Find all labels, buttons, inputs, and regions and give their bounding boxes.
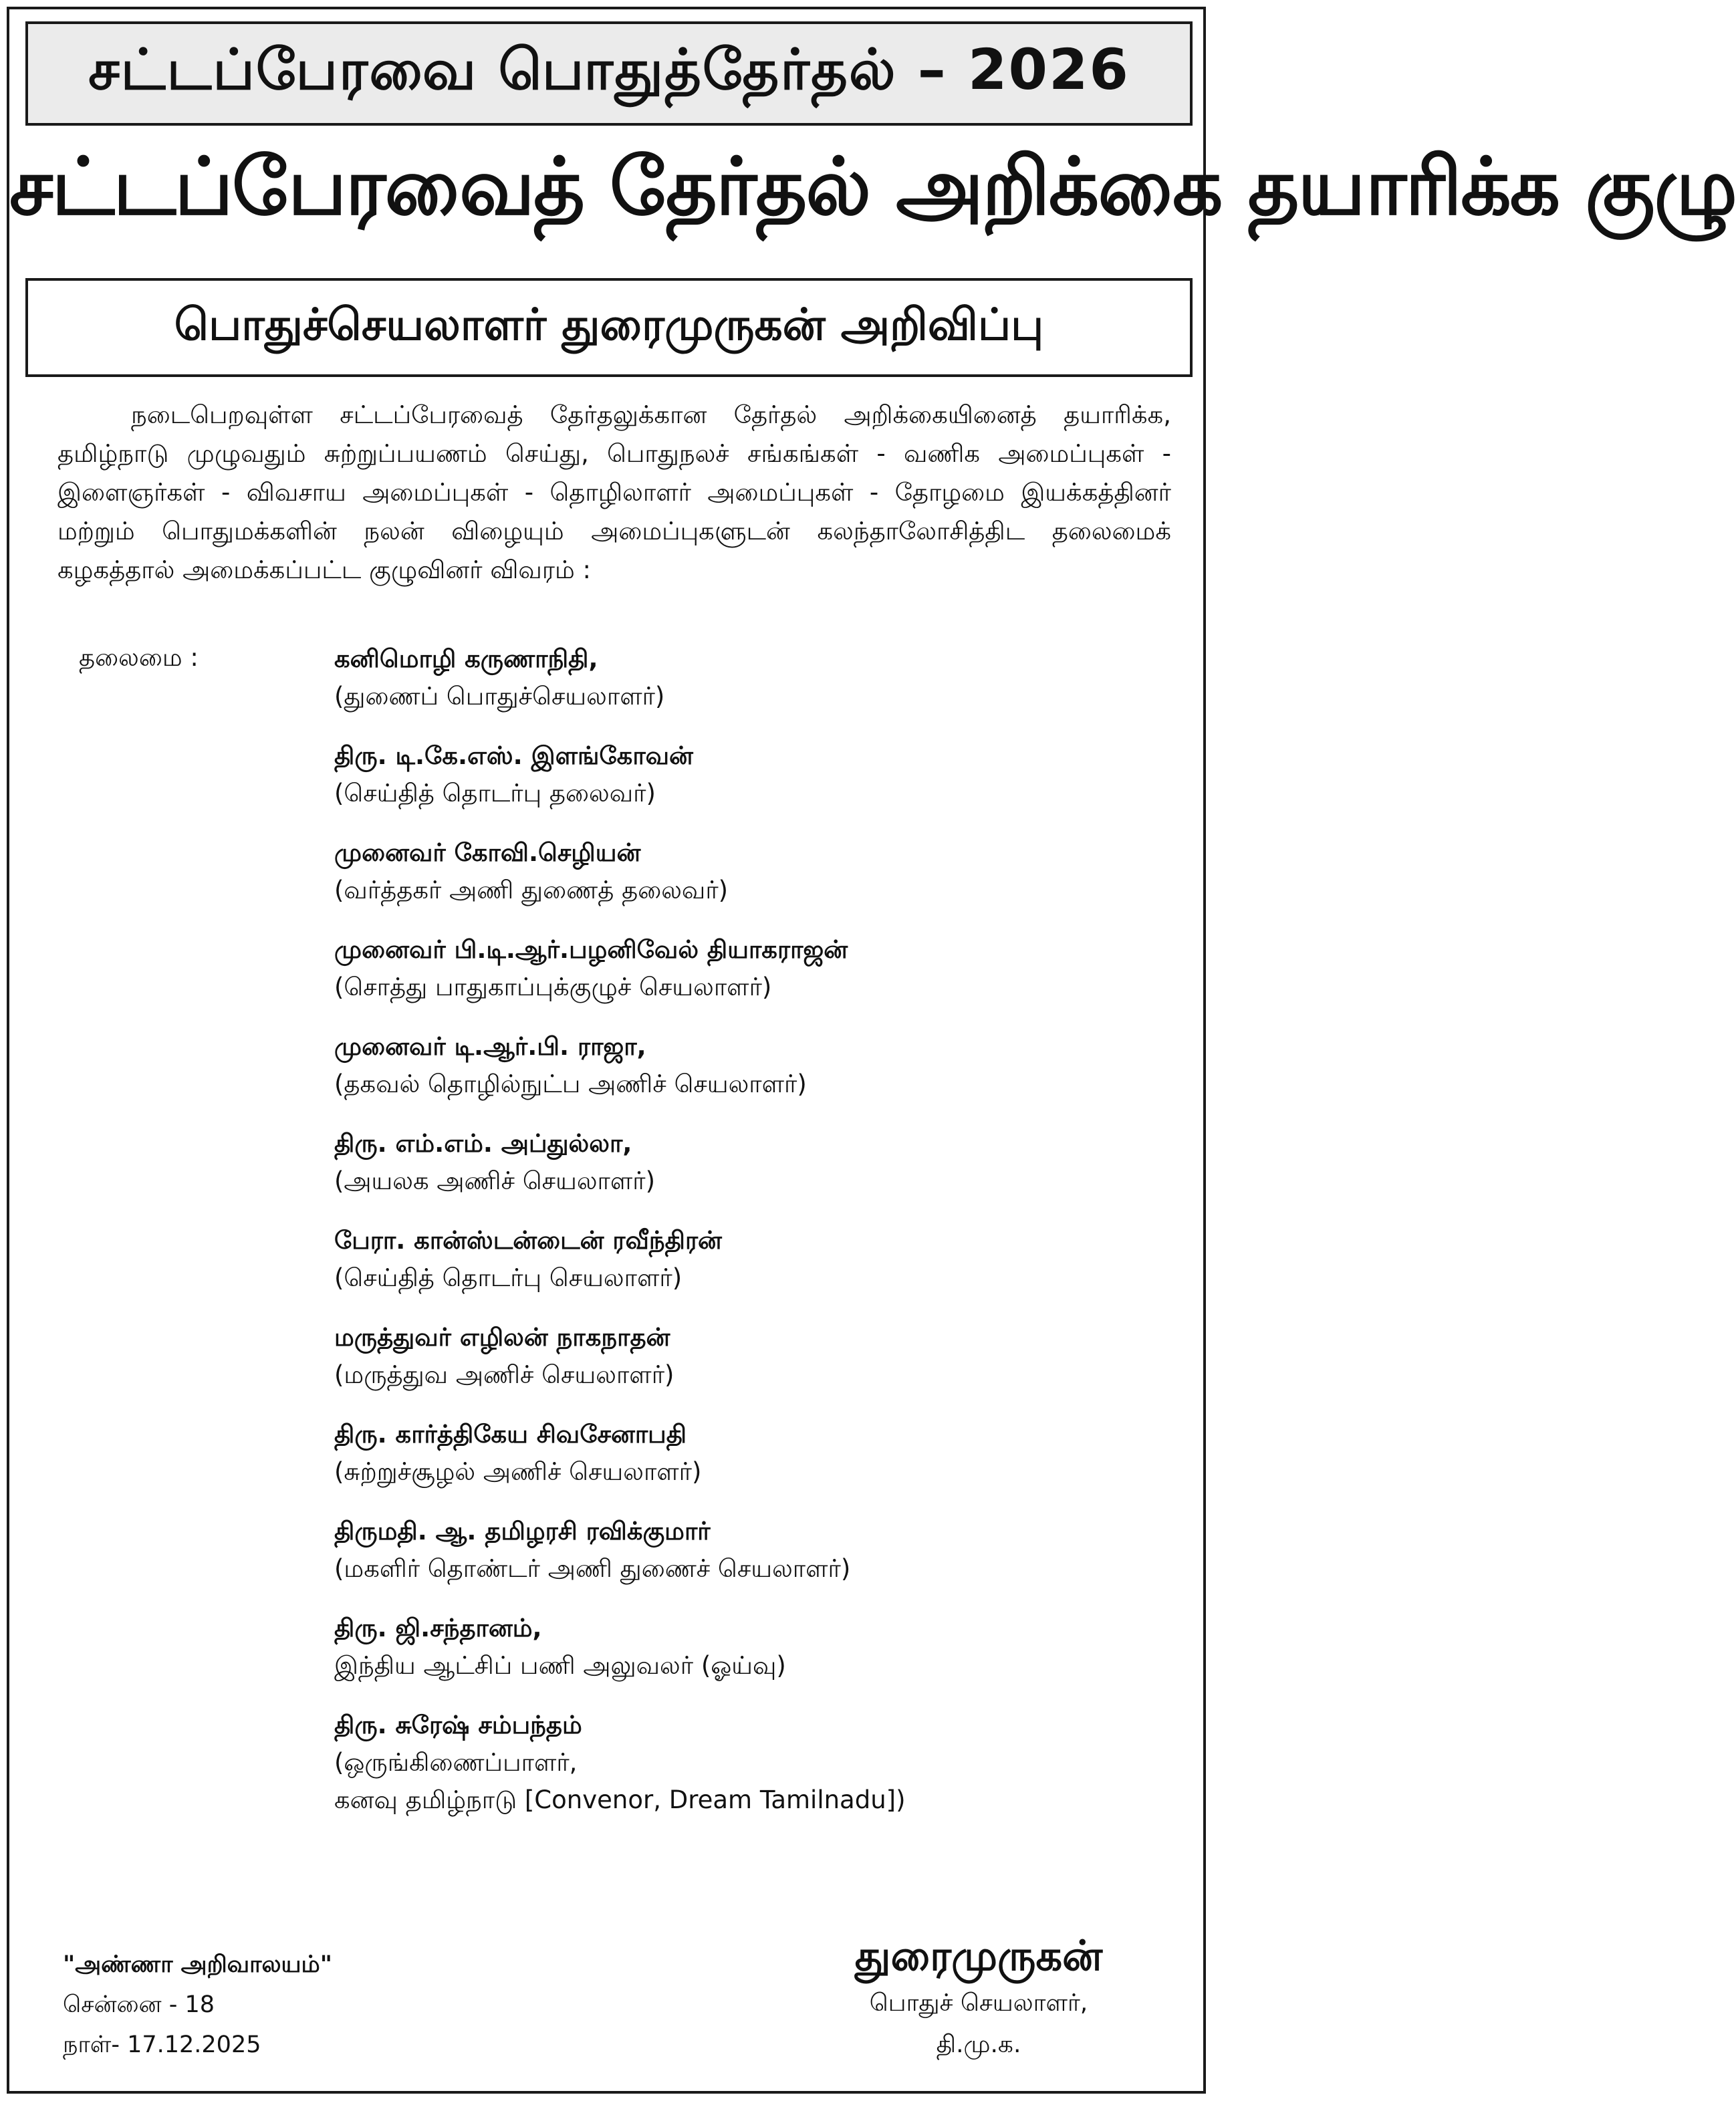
member-role: (தகவல் தொழில்நுட்ப அணிச் செயலாளர்) (334, 1070, 807, 1098)
member-name: திருமதி. ஆ. தமிழரசி ரவிக்குமார் (334, 1517, 711, 1545)
member-name: பேரா. கான்ஸ்டன்டைன் ரவீந்திரன் (334, 1226, 722, 1255)
member-role: (மகளிர் தொண்டர் அணி துணைச் செயலாளர்) (334, 1554, 851, 1583)
member-role: (செய்தித் தொடர்பு தலைவர்) (334, 779, 656, 808)
notice-date: நாள்- 17.12.2025 (63, 2031, 261, 2058)
announcement-title: பொதுச்செயலாளர் துரைமுருகன் அறிவிப்பு (174, 299, 1044, 350)
election-banner (25, 21, 1193, 126)
member-name: திரு. ஜி.சந்தானம், (334, 1614, 542, 1642)
party-name: தி.மு.க. (936, 2031, 1021, 2058)
member-name: முனைவர் பி.டி.ஆர்.பழனிவேல் தியாகராஜன் (334, 935, 848, 964)
member-role: (செய்தித் தொடர்பு செயலாளர்) (334, 1263, 683, 1292)
address-city: சென்னை - 18 (63, 1991, 215, 2018)
member-role: (வர்த்தகர் அணி துணைத் தலைவர்) (334, 876, 729, 904)
member-role: (அயலக அணிச் செயலாளர்) (334, 1166, 656, 1195)
list-item (334, 1416, 1176, 1491)
member-role: (சொத்து பாதுகாப்புக்குழுச் செயலாளர்) (334, 973, 772, 1001)
banner-title: சட்டப்பேரவை பொதுத்தேர்தல் – 2026 (88, 37, 1130, 102)
list-item (334, 1707, 1176, 1819)
signatory-name: துரைமுருகன் (854, 1931, 1103, 1980)
member-name: முனைவர் டி.ஆர்.பி. ராஜா, (334, 1032, 646, 1061)
announcement-box (25, 278, 1193, 377)
list-item (334, 834, 1176, 909)
list-item (334, 931, 1176, 1006)
member-name: முனைவர் கோவி.செழியன் (334, 838, 641, 867)
intro-paragraph: நடைபெறவுள்ள சட்டப்பேரவைத் தேர்தலுக்கான தேர்தல் அறிக்கையினைத் தயாரிக்க, தமிழ்நாடு முழுவதும் சுற்றுப்பயணம் செய்து, பொதுநலச் சங்கங்கள் - வணிக அமைப்புகள் - இளைஞர்கள் - விவசாய அமைப்புகள் - தொழிலாளர் அமைப்புகள் - தோழமை இயக்கத்தினர் மற்றும் பொதுமக்களின் நலன் விழையும் அமைப்புகளுடன் கலந்தாலோசித்திட தலைமைக் கழகத்தால் அமைக்கப்பட்ட குழுவினர் விவரம் : (57, 400, 1171, 584)
list-item (334, 1513, 1176, 1588)
committee-members-list (334, 640, 1176, 1841)
notice-frame (7, 7, 1736, 2094)
list-item (334, 1222, 1176, 1297)
list-item (334, 1125, 1176, 1200)
member-role: (துணைப் பொதுச்செயலாளர்) (334, 682, 665, 711)
member-name: திரு. எம்.எம். அப்துல்லா, (334, 1129, 632, 1158)
page-title: சட்டப்பேரவைத் தேர்தல் அறிக்கை தயாரிக்க குழு (9, 140, 1736, 233)
member-role: (மருத்துவ அணிச் செயலாளர்) (334, 1360, 674, 1389)
member-name: திரு. சுரேஷ் சம்பந்தம் (334, 1711, 582, 1739)
office-address (63, 1945, 332, 2065)
signature-block (812, 1929, 1146, 2066)
member-role: (சுற்றுச்சூழல் அணிச் செயலாளர்) (334, 1457, 702, 1486)
member-name: திரு. டி.கே.எஸ். இளங்கோவன் (334, 741, 693, 770)
list-item (334, 1610, 1176, 1685)
member-role-continued: கனவு தமிழ்நாடு [Convenor, Dream Tamilnadu]) (334, 1785, 906, 1814)
member-role: (ஒருங்கிணைப்பாளர், (334, 1748, 578, 1777)
member-name: திரு. கார்த்திகேய சிவசேனாபதி (334, 1420, 687, 1449)
list-item (334, 1319, 1176, 1394)
member-name: கனிமொழி கருணாநிதி, (334, 644, 598, 673)
list-item (334, 737, 1176, 812)
chair-label: தலைமை : (79, 643, 199, 672)
member-role: இந்திய ஆட்சிப் பணி அலுவலர் (ஓய்வு) (334, 1651, 786, 1680)
signatory-title: பொதுச் செயலாளர், (869, 1989, 1088, 2017)
member-name: மருத்துவர் எழிலன் நாகநாதன் (334, 1323, 670, 1352)
address-name: "அண்ணா அறிவாலயம்" (63, 1951, 332, 1978)
list-item (334, 1028, 1176, 1103)
list-item (334, 640, 1176, 715)
